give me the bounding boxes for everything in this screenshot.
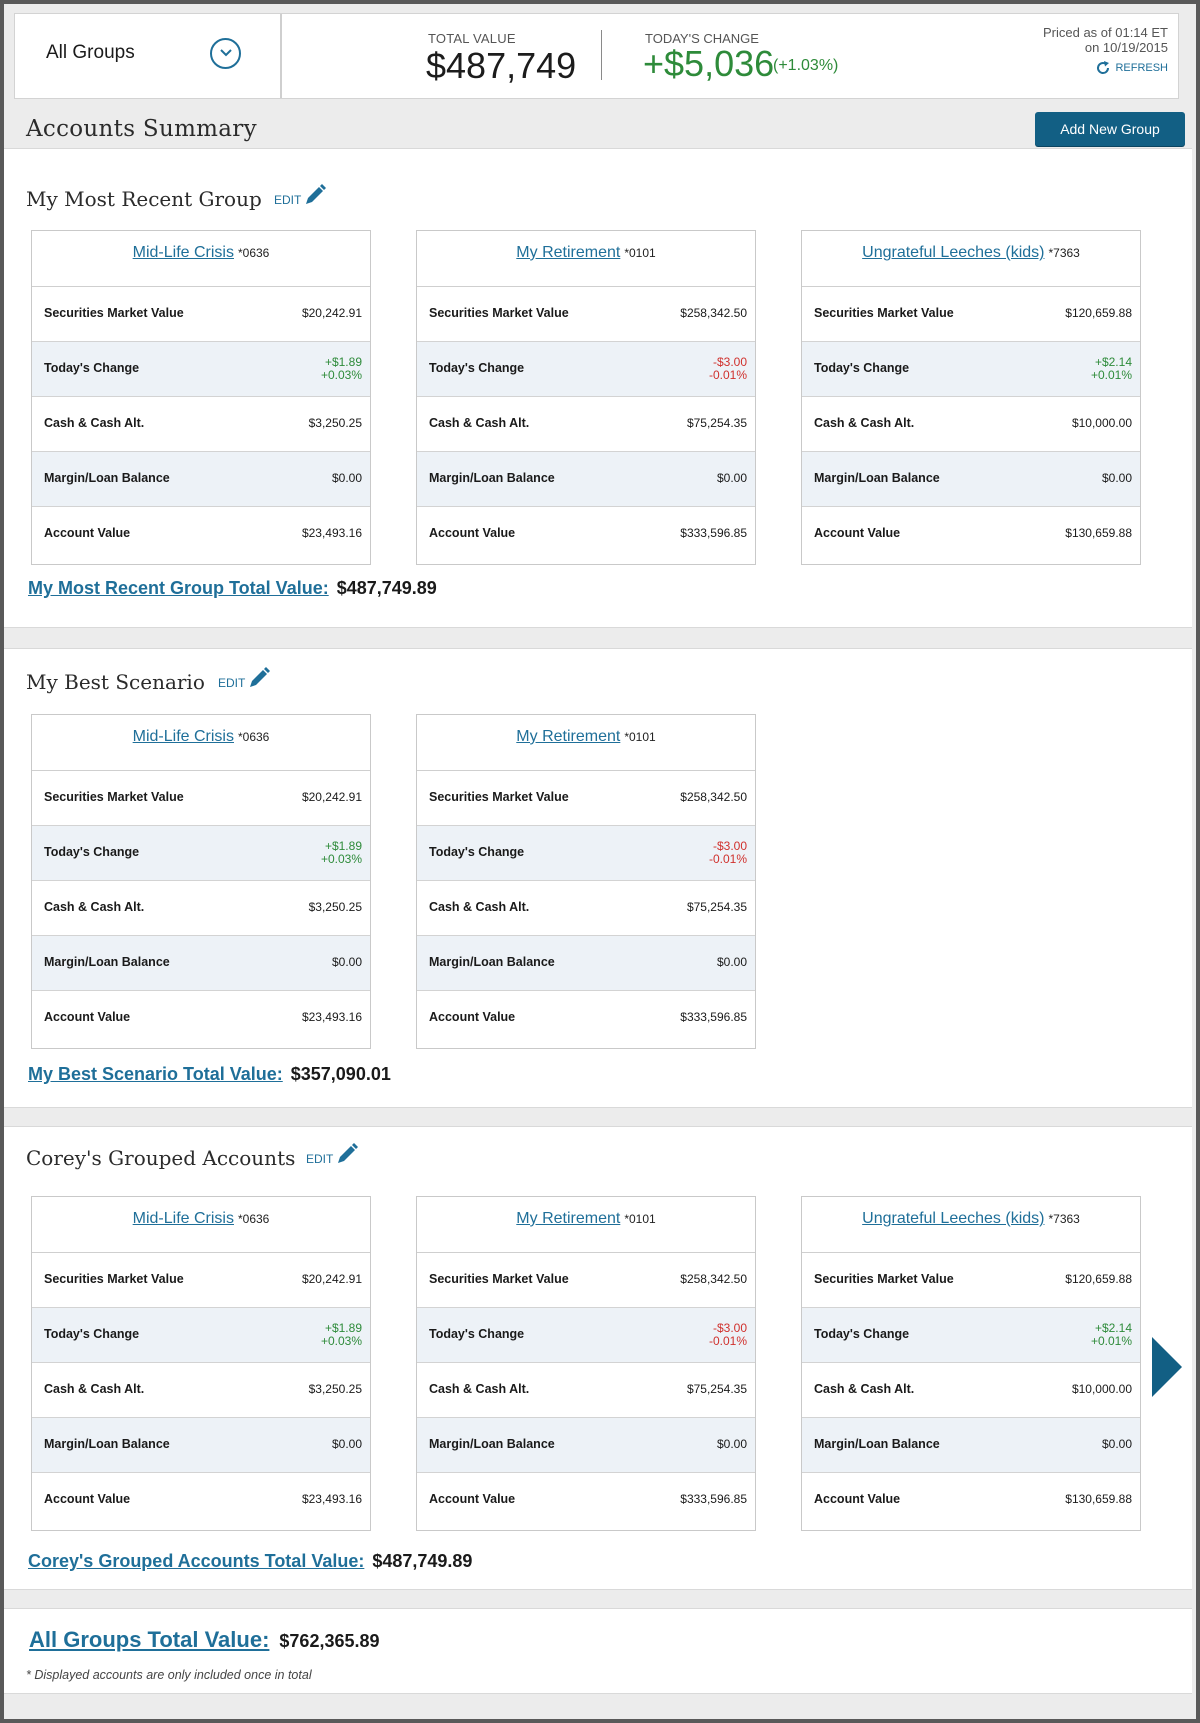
row-securities [417,771,755,826]
row-label: Cash & Cash Alt. [429,900,530,914]
row-securities [417,287,755,342]
account-card [31,230,371,565]
row-label: Cash & Cash Alt. [814,416,915,430]
todays-change-value: +$5,036 [643,43,775,84]
row-label: Securities Market Value [44,790,184,804]
group-total-link[interactable]: My Most Recent Group Total Value: [28,578,329,598]
change-percent: +0.01% [1090,1334,1132,1348]
change-value [321,1322,362,1348]
row-value: $0.00 [1101,1437,1132,1451]
total-value: $487,749 [426,45,577,86]
row-account-value [32,507,370,562]
row-value: $20,242.91 [301,790,362,804]
group-selector[interactable] [15,14,282,98]
change-value [709,356,747,382]
row-label: Account Value [429,1492,516,1506]
row-label: Securities Market Value [429,1272,569,1286]
change-amount: +$1.89 [324,1321,362,1335]
priced-line-1: Priced as of 01:14 ET [1042,25,1168,40]
row-label: Account Value [429,526,516,540]
row-margin [417,452,755,507]
row-account-value [417,507,755,562]
next-arrow-icon[interactable] [1152,1337,1182,1397]
row-todays-change [417,1308,755,1363]
change-value [709,840,747,866]
group-title: My Most Recent Group [26,187,262,211]
row-label: Margin/Loan Balance [44,955,170,969]
row-cash [802,397,1140,452]
refresh-label: REFRESH [1115,62,1168,74]
account-number: *0636 [237,246,270,260]
row-label: Securities Market Value [44,1272,184,1286]
row-label: Cash & Cash Alt. [44,900,145,914]
account-name-link[interactable]: My Retirement [516,244,621,261]
account-card-header [417,231,755,287]
row-todays-change [32,1308,370,1363]
row-label: Securities Market Value [44,306,184,320]
row-label: Securities Market Value [814,306,954,320]
change-percent: +0.01% [1090,368,1132,382]
row-todays-change [32,826,370,881]
row-margin [802,1418,1140,1473]
row-margin [32,452,370,507]
footnote: * Displayed accounts are only included once in total [26,1668,312,1682]
account-name-link[interactable]: Mid-Life Crisis [132,244,234,261]
page-title: Accounts Summary [26,116,257,142]
row-label: Cash & Cash Alt. [429,1382,530,1396]
row-account-value [802,507,1140,562]
account-group [4,1126,1192,1590]
all-groups-total-value: $762,365.89 [279,1631,380,1651]
row-value: $333,596.85 [680,1010,747,1024]
pencil-icon [303,183,327,207]
row-value: $258,342.50 [680,790,747,804]
change-amount: -$3.00 [712,839,747,853]
add-new-group-button[interactable]: Add New Group [1035,112,1185,146]
row-value: $0.00 [716,1437,747,1451]
row-label: Today's Change [429,1327,525,1341]
change-percent: +0.03% [320,368,362,382]
account-card-header [417,715,755,771]
change-percent: -0.01% [708,368,747,382]
edit-group-button[interactable] [218,666,271,690]
row-cash [32,881,370,936]
row-label: Margin/Loan Balance [429,955,555,969]
row-value: $258,342.50 [680,1272,747,1286]
group-selector-label: All Groups [46,42,135,63]
row-label: Today's Change [429,845,525,859]
account-name-link[interactable]: Mid-Life Crisis [132,1210,234,1227]
row-value: $120,659.88 [1065,1272,1132,1286]
row-value: $23,493.16 [301,526,362,540]
change-amount: -$3.00 [712,1321,747,1335]
row-label: Account Value [814,1492,901,1506]
group-title: Corey's Grouped Accounts [26,1146,296,1170]
summary-header [14,13,1179,99]
row-value: $75,254.35 [686,900,747,914]
change-amount: -$3.00 [712,355,747,369]
row-account-value [802,1473,1140,1528]
account-number: *7363 [1048,1212,1080,1226]
row-value: $20,242.91 [301,306,362,320]
row-todays-change [802,342,1140,397]
row-cash [417,397,755,452]
account-name-link[interactable]: My Retirement [516,1210,621,1227]
account-name-link[interactable]: Ungrateful Leeches (kids) [862,244,1045,261]
row-value: $333,596.85 [680,1492,747,1506]
row-account-value [417,1473,755,1528]
account-group [4,148,1192,628]
row-value: $10,000.00 [1071,416,1132,430]
account-card-header [32,231,370,287]
account-card-header [802,231,1140,287]
row-securities [802,287,1140,342]
account-card [416,230,756,565]
row-value: $23,493.16 [301,1492,362,1506]
row-securities [32,771,370,826]
edit-label: EDIT [306,1152,334,1166]
change-amount: +$1.89 [324,355,362,369]
edit-group-button[interactable] [274,183,327,207]
row-value: $0.00 [331,955,362,969]
group-total-value: $357,090.01 [290,1064,391,1084]
row-label: Margin/Loan Balance [814,1437,940,1451]
row-value: $0.00 [331,471,362,485]
row-todays-change [417,826,755,881]
row-value: $75,254.35 [686,1382,747,1396]
row-account-value [32,1473,370,1528]
pencil-icon [335,1142,359,1166]
refresh-icon [1095,60,1111,76]
change-amount: +$2.14 [1094,355,1132,369]
row-label: Margin/Loan Balance [429,1437,555,1451]
account-number: *7363 [1048,246,1080,260]
row-value: $0.00 [331,1437,362,1451]
row-todays-change [417,342,755,397]
row-label: Margin/Loan Balance [429,471,555,485]
change-percent: +0.03% [320,1334,362,1348]
row-label: Today's Change [44,845,140,859]
row-label: Securities Market Value [429,790,569,804]
row-todays-change [32,342,370,397]
change-percent: +0.03% [320,852,362,866]
row-value: $3,250.25 [308,1382,362,1396]
header-divider [601,30,602,80]
row-account-value [32,991,370,1046]
edit-label: EDIT [218,676,246,690]
row-label: Account Value [429,1010,516,1024]
account-card [31,1196,371,1531]
account-card [801,1196,1141,1531]
account-card [31,714,371,1049]
change-value [1091,1322,1132,1348]
group-total-link[interactable]: My Best Scenario Total Value: [28,1064,283,1084]
all-groups-total [29,1627,380,1653]
row-cash [32,1363,370,1418]
row-value: $0.00 [1101,471,1132,485]
row-label: Cash & Cash Alt. [44,416,145,430]
row-securities [802,1253,1140,1308]
group-total [28,578,437,599]
group-title: My Best Scenario [26,670,205,694]
change-percent: -0.01% [708,852,747,866]
account-group [4,648,1192,1108]
row-label: Securities Market Value [429,306,569,320]
row-todays-change [802,1308,1140,1363]
row-value: $3,250.25 [308,416,362,430]
row-value: $3,250.25 [308,900,362,914]
row-value: $120,659.88 [1065,306,1132,320]
row-label: Today's Change [814,1327,910,1341]
row-securities [32,1253,370,1308]
account-name-link[interactable]: Mid-Life Crisis [132,728,234,745]
edit-label: EDIT [274,193,302,207]
change-value [1091,356,1132,382]
account-card [416,714,756,1049]
all-groups-footer [4,1608,1192,1694]
row-value: $258,342.50 [680,306,747,320]
edit-group-button[interactable] [306,1142,359,1166]
account-card-header [802,1197,1140,1253]
group-total-value: $487,749.89 [372,1551,473,1571]
row-label: Today's Change [814,361,910,375]
row-margin [417,1418,755,1473]
row-label: Today's Change [44,361,140,375]
change-value [321,840,362,866]
account-number: *0636 [237,730,270,744]
row-label: Account Value [44,1010,131,1024]
row-label: Margin/Loan Balance [814,471,940,485]
row-value: $10,000.00 [1071,1382,1132,1396]
account-number: *0101 [624,246,656,260]
row-label: Securities Market Value [814,1272,954,1286]
row-value: $130,659.88 [1065,1492,1132,1506]
row-value: $75,254.35 [686,416,747,430]
account-card-header [32,715,370,771]
group-total [28,1064,391,1085]
row-value: $333,596.85 [680,526,747,540]
group-total [28,1551,472,1572]
account-card-header [32,1197,370,1253]
row-margin [32,1418,370,1473]
chevron-down-icon[interactable] [210,38,241,69]
account-number: *0101 [624,730,656,744]
row-cash [802,1363,1140,1418]
row-value: $23,493.16 [301,1010,362,1024]
refresh-button[interactable] [1095,60,1168,76]
row-margin [32,936,370,991]
row-cash [417,1363,755,1418]
change-amount: +$2.14 [1094,1321,1132,1335]
row-value: $130,659.88 [1065,526,1132,540]
row-securities [32,287,370,342]
row-cash [417,881,755,936]
priced-line-2: on 10/19/2015 [1084,40,1168,55]
change-amount: +$1.89 [324,839,362,853]
row-label: Account Value [44,526,131,540]
row-value: $0.00 [716,955,747,969]
account-number: *0636 [237,1212,270,1226]
row-account-value [417,991,755,1046]
account-name-link[interactable]: Ungrateful Leeches (kids) [862,1210,1045,1227]
row-label: Margin/Loan Balance [44,471,170,485]
account-card [416,1196,756,1531]
row-value: $20,242.91 [301,1272,362,1286]
account-name-link[interactable]: My Retirement [516,728,621,745]
row-label: Today's Change [429,361,525,375]
row-margin [802,452,1140,507]
account-card-header [417,1197,755,1253]
row-label: Today's Change [44,1327,140,1341]
account-number: *0101 [624,1212,656,1226]
row-cash [32,397,370,452]
group-total-link[interactable]: Corey's Grouped Accounts Total Value: [28,1551,365,1571]
priced-timestamp [968,25,1168,55]
todays-change-label: TODAY'S CHANGE [645,31,759,46]
todays-change-percent: (+1.03%) [773,57,839,74]
pencil-icon [247,666,271,690]
row-label: Account Value [44,1492,131,1506]
row-value: $0.00 [716,471,747,485]
account-card [801,230,1141,565]
row-margin [417,936,755,991]
row-label: Account Value [814,526,901,540]
change-percent: -0.01% [708,1334,747,1348]
row-securities [417,1253,755,1308]
group-total-value: $487,749.89 [336,578,437,598]
change-value [321,356,362,382]
total-value-label: TOTAL VALUE [428,31,516,46]
change-value [709,1322,747,1348]
row-label: Margin/Loan Balance [44,1437,170,1451]
row-label: Cash & Cash Alt. [814,1382,915,1396]
all-groups-total-link[interactable]: All Groups Total Value: [29,1627,270,1652]
row-label: Cash & Cash Alt. [44,1382,145,1396]
row-label: Cash & Cash Alt. [429,416,530,430]
